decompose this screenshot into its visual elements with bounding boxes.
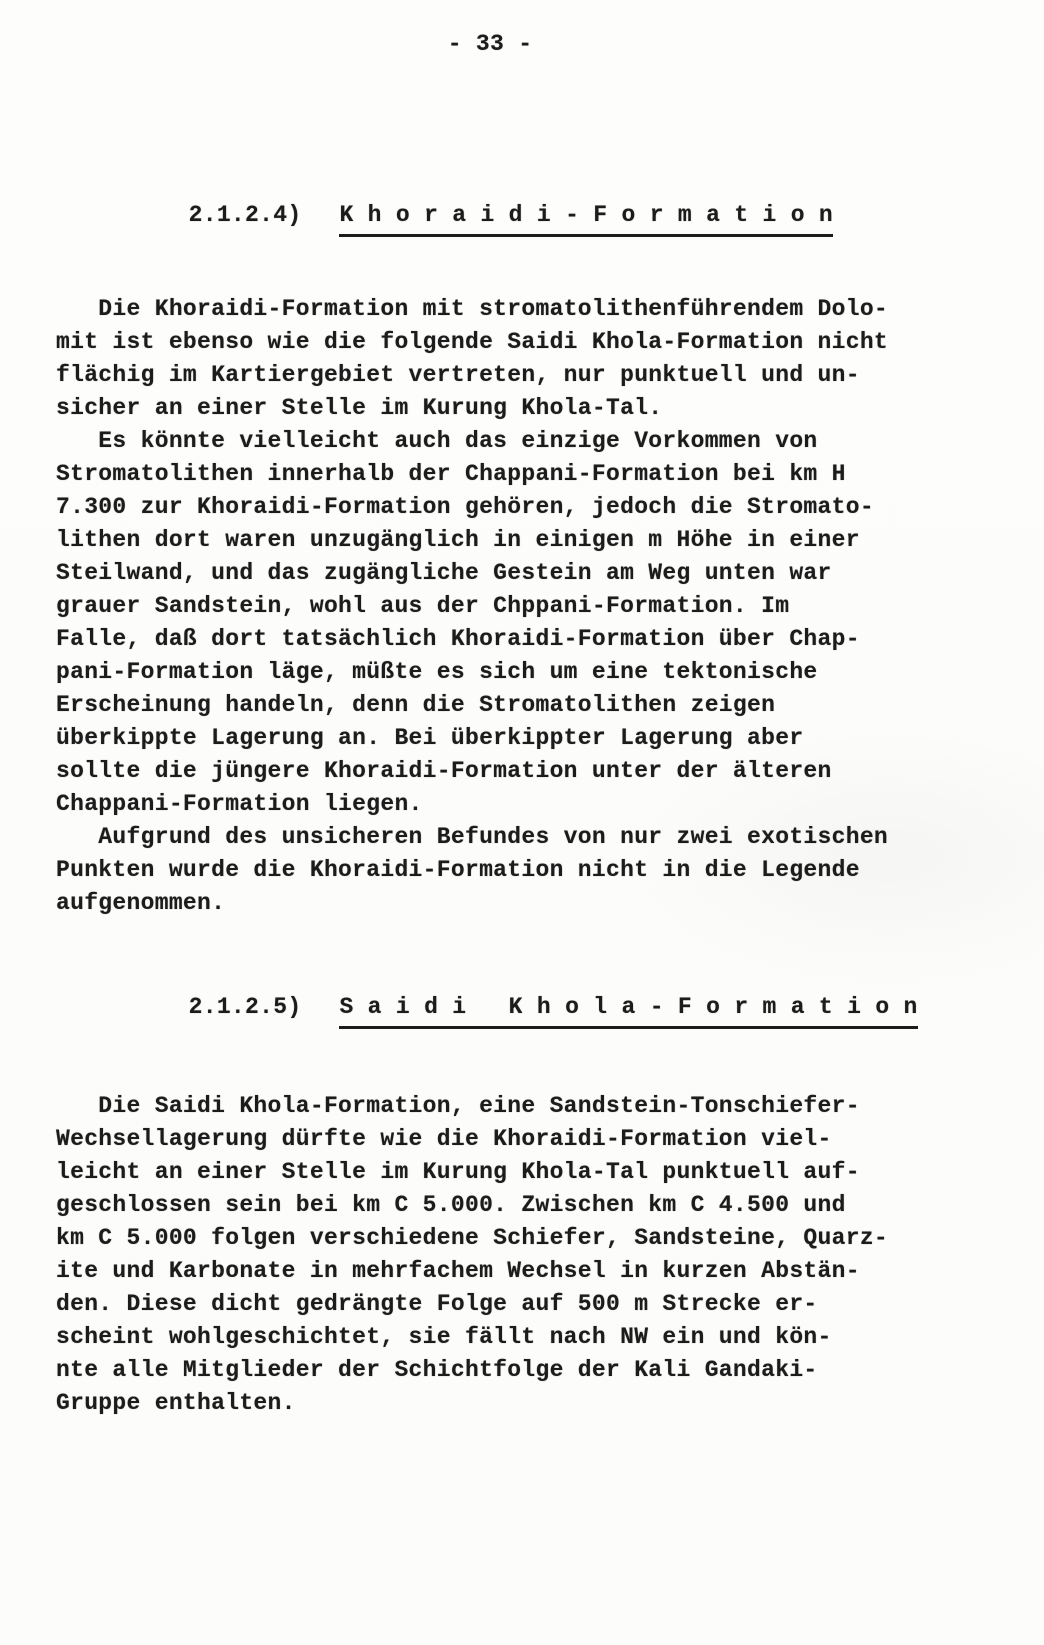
body-line: grauer Sandstein, wohl aus der Chppani-Formation. Im — [56, 593, 790, 619]
section-title: K h o r a i d i - F o r m a t i o n — [339, 199, 833, 237]
section-body — [56, 293, 1044, 920]
body-line: Falle, daß dort tatsächlich Khoraidi-Formation über Chap- — [56, 626, 860, 652]
body-line: leicht an einer Stelle im Kurung Khola-Tal punktuell auf- — [56, 1159, 860, 1185]
body-line: Gruppe enthalten. — [56, 1390, 296, 1416]
section-title: S a i d i K h o l a - F o r m a t i o n — [339, 991, 917, 1029]
section-heading — [104, 958, 1044, 1062]
body-line: Punkten wurde die Khoraidi-Formation nicht in die Legende — [56, 857, 860, 883]
body-line: flächig im Kartiergebiet vertreten, nur punktuell und un- — [56, 362, 860, 388]
body-line: Steilwand, und das zugängliche Gestein am Weg unten war — [56, 560, 832, 586]
body-line: Aufgrund des unsicheren Befundes von nur zwei exotischen — [56, 824, 889, 850]
body-line: lithen dort waren unzugänglich in einigen m Höhe in einer — [56, 527, 860, 553]
body-line: Wechsellagerung dürfte wie die Khoraidi-Formation viel- — [56, 1126, 832, 1152]
body-line: Stromatolithen innerhalb der Chappani-Formation bei km H — [56, 461, 846, 487]
body-line: Chappani-Formation liegen. — [56, 791, 423, 817]
page-number: - 33 - — [447, 31, 533, 57]
body-line: sicher an einer Stelle im Kurung Khola-Tal. — [56, 395, 663, 421]
body-line: scheint wohlgeschichtet, sie fällt nach NW ein und kön- — [56, 1324, 832, 1350]
body-line: überkippte Lagerung an. Bei überkippter Lagerung aber — [56, 725, 804, 751]
body-line: ite und Karbonate in mehrfachem Wechsel in kurzen Abstän- — [56, 1258, 860, 1284]
section-heading — [104, 166, 1044, 270]
body-line: den. Diese dicht gedrängte Folge auf 500 m Strecke er- — [56, 1291, 818, 1317]
body-line: aufgenommen. — [56, 890, 226, 916]
body-line: sollte die jüngere Khoraidi-Formation unter der älteren — [56, 758, 832, 784]
body-line: mit ist ebenso wie die folgende Saidi Khola-Formation nicht — [56, 329, 889, 355]
body-line: Die Saidi Khola-Formation, eine Sandstein-Tonschiefer- — [56, 1093, 860, 1119]
section-khoraidi — [0, 166, 1044, 920]
body-line: Die Khoraidi-Formation mit stromatolithenführendem Dolo- — [56, 296, 889, 322]
section-body — [56, 1090, 1044, 1420]
section-number: 2.1.2.5) — [188, 994, 302, 1020]
body-line: 7.300 zur Khoraidi-Formation gehören, jedoch die Stromato- — [56, 494, 874, 520]
body-line: km C 5.000 folgen verschiedene Schiefer, Sandsteine, Quarz- — [56, 1225, 889, 1251]
section-number: 2.1.2.4) — [188, 202, 302, 228]
body-line: nte alle Mitglieder der Schichtfolge der Kali Gandaki- — [56, 1357, 818, 1383]
body-line: geschlossen sein bei km C 5.000. Zwischen km C 4.500 und — [56, 1192, 846, 1218]
section-saidi-khola — [0, 958, 1044, 1420]
body-line: Es könnte vielleicht auch das einzige Vorkommen von — [56, 428, 818, 454]
body-line: pani-Formation läge, müßte es sich um eine tektonische — [56, 659, 818, 685]
body-line: Erscheinung handeln, denn die Stromatolithen zeigen — [56, 692, 776, 718]
